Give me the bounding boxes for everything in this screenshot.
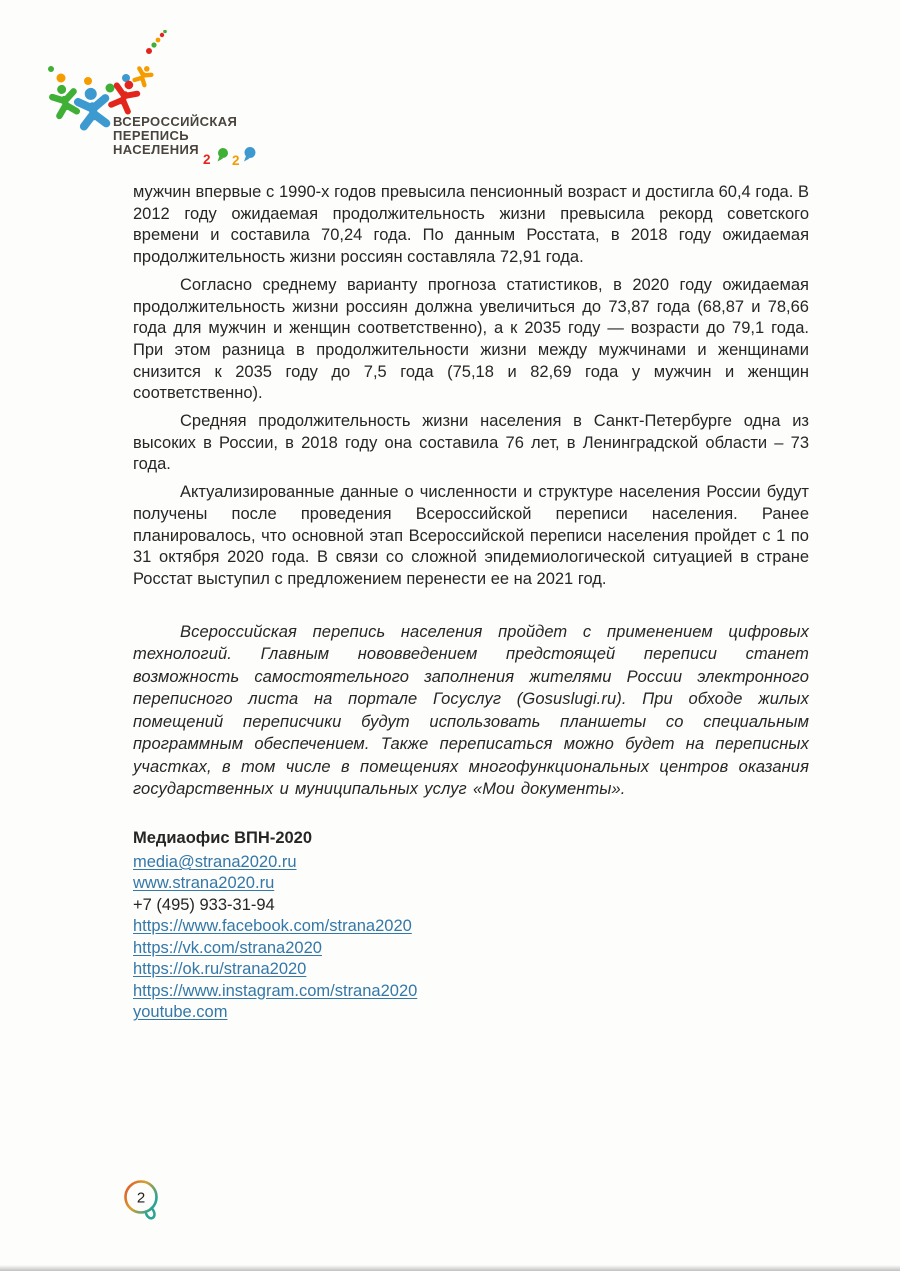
contact-heading: Медиаофис ВПН-2020 <box>133 828 313 847</box>
logo-org-name-line-2: ПЕРЕПИСЬ <box>113 128 189 143</box>
email-link[interactable]: media@strana2020.ru <box>133 852 297 871</box>
page-number: 2 <box>136 1189 146 1207</box>
contact-block <box>133 827 809 1024</box>
vk-link[interactable]: https://vk.com/strana2020 <box>133 938 322 957</box>
census-logo <box>48 30 268 170</box>
scan-edge <box>0 1265 900 1271</box>
logo-year-digit: 2 <box>203 152 211 167</box>
youtube-link[interactable]: youtube.com <box>133 1003 228 1022</box>
paragraph-life-expectancy: мужчин впервые с 1990-х годов превысила пенсионный возраст и достигла 60,4 года. В 2012 году ожидаемая продолжительность жизни превысила рекорд советского времени и составила 70,24 года. По данным Росстата, в 2018 году ожидаемая продолжительность жизни россиян составляла 72,91 года. <box>133 183 809 267</box>
logo-year-zero-blue-icon <box>244 147 256 162</box>
logo-person-orange-icon <box>133 63 154 86</box>
facebook-link[interactable]: https://www.facebook.com/strana2020 <box>133 917 412 936</box>
page-number-badge <box>119 1175 169 1225</box>
logo-person-green-icon <box>50 82 79 116</box>
instagram-link[interactable]: https://www.instagram.com/strana2020 <box>133 981 418 1000</box>
page-bubble-icon <box>119 1175 169 1225</box>
logo-person-red-icon <box>109 77 140 112</box>
paragraph-census-dates: Актуализированные данные о численности и структуре населения России будут получены после проведения Всероссийской переписи населения. Ранее планировалось, что основной этап Всероссийской переписи населения пройдет с 1 по 31 октября 2020 года. В связи со сложной эпидемиологической ситуацией в стране Росстат выступил с предложением перенести ее на 2021 год. <box>133 483 809 588</box>
document-body <box>133 182 809 1024</box>
website-link[interactable]: www.strana2020.ru <box>133 874 275 893</box>
phone-number: +7 (495) 933-31-94 <box>133 895 275 914</box>
logo-person-blue-icon <box>76 86 108 127</box>
logo-year-digit: 2 <box>232 153 240 168</box>
logo-dot-trail-icon <box>48 30 167 93</box>
paragraph-digital-census-note: Всероссийская перепись населения пройдет с применением цифровых технологий. Главным нововведением предстоящей переписи станет возможность самостоятельного заполнения жителями России электронного переписного листа на портале Госуслуг (Gosuslugi.ru). При обходе жилых помещений переписчики будут использовать планшеты со специальным программным обеспечением. Также переписаться можно будет на переписных участках, в том числе в помещениях многофункциональных центров оказания государственных и муниципальных услуг «Мои документы». <box>133 622 809 799</box>
census-logo-graphic <box>48 30 268 170</box>
logo-year-2020 <box>203 147 256 168</box>
ok-link[interactable]: https://ok.ru/strana2020 <box>133 960 307 979</box>
logo-org-name-line-3: НАСЕЛЕНИЯ <box>113 142 199 157</box>
paragraph-forecast: Согласно среднему варианту прогноза статистиков, в 2020 году ожидаемая продолжительность жизни россиян должна увеличиться до 73,87 года (68,87 и 78,66 года для мужчин и женщин соответственно), а к 2035 году — возрасти до 79,1 года. При этом разница в продолжительности жизни между мужчинами и женщинами снизится к 2035 году до 7,5 года (75,18 и 82,69 года у мужчин и женщин соответственно). <box>133 275 809 403</box>
paragraph-spb: Средняя продолжительность жизни населения в Санкт-Петербурге одна из высоких в России, в 2018 году она составила 76 лет, в Ленинградской области – 73 года. <box>133 412 809 474</box>
logo-year-zero-green-icon <box>218 148 229 162</box>
logo-org-name-line-1: ВСЕРОССИЙСКАЯ <box>113 114 238 129</box>
